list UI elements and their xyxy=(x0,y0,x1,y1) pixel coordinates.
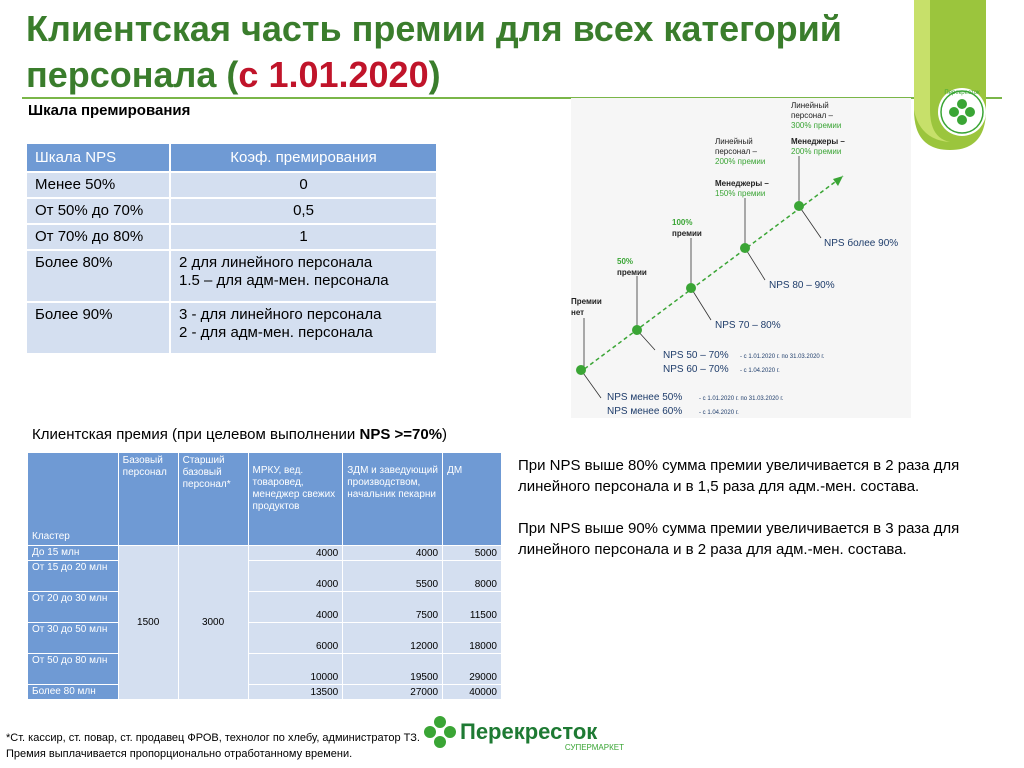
coefficient: 3 - для линейного персонала 2 - для адм-мен. персонала xyxy=(170,302,437,354)
header-zdm: ЗДМ и заведующий производством, начальник пекарни xyxy=(343,453,443,546)
header-senior-staff: Старший базовый персонал* xyxy=(178,453,248,546)
mrku-value: 13500 xyxy=(248,685,343,700)
header-coefficient: Коэф. премирования xyxy=(170,143,437,172)
dm-value: 29000 xyxy=(443,654,502,685)
footnote-line: Премия выплачивается пропорционально отработанному времени. xyxy=(6,748,353,760)
senior-staff-value: 3000 xyxy=(178,546,248,700)
bonus-label-100 xyxy=(672,218,702,238)
svg-text:Линейный: Линейный xyxy=(791,101,829,110)
table-header-row xyxy=(28,453,502,546)
slide-title-line2: персонала (с 1.01.2020) xyxy=(26,54,441,95)
svg-text:NPS 50 – 70%: NPS 50 – 70% xyxy=(663,350,729,361)
svg-text:150% премии: 150% премии xyxy=(715,189,766,198)
nps-range: От 70% до 80% xyxy=(26,224,170,250)
table-row xyxy=(28,561,502,592)
svg-text:300% премии: 300% премии xyxy=(791,121,842,130)
mrku-value: 4000 xyxy=(248,546,343,561)
bonus-notes xyxy=(518,455,1008,581)
header-mrku: МРКУ, вед. товаровед, менеджер свежих продуктов xyxy=(248,453,343,546)
svg-text:NPS 60 – 70%: NPS 60 – 70% xyxy=(663,364,729,375)
header-dm: ДМ xyxy=(443,453,502,546)
ribbon-text: Перекресток xyxy=(944,90,980,96)
svg-text:200% премии: 200% премии xyxy=(715,157,766,166)
ribbon-badge xyxy=(900,0,1000,150)
perekrestok-logo xyxy=(424,714,634,754)
mrku-value: 4000 xyxy=(248,561,343,592)
svg-text:- с 1.04.2020 г.: - с 1.04.2020 г. xyxy=(740,368,780,374)
zdm-value: 7500 xyxy=(343,592,443,623)
svg-text:- с 1.04.2020 г.: - с 1.04.2020 г. xyxy=(699,410,739,416)
nps-label-80: NPS 80 – 90% xyxy=(769,280,835,291)
client-bonus-table xyxy=(27,452,502,700)
coefficient: 0 xyxy=(170,172,437,198)
table-row xyxy=(26,172,437,198)
mrku-value: 6000 xyxy=(248,623,343,654)
svg-text:50%: 50% xyxy=(617,257,634,266)
step-marker xyxy=(740,243,750,253)
svg-text:персонал –: персонал – xyxy=(715,147,757,156)
bonus-label-200 xyxy=(791,101,845,156)
svg-text:200% премии: 200% премии xyxy=(791,147,842,156)
table-row xyxy=(26,224,437,250)
table-row xyxy=(26,198,437,224)
svg-text:Премии: Премии xyxy=(571,297,602,306)
svg-text:премии: премии xyxy=(617,268,647,277)
svg-text:Менеджеры –: Менеджеры – xyxy=(791,137,845,146)
nps-scale-table xyxy=(25,142,438,355)
coefficient: 2 для линейного персонала 1.5 – для адм-мен. персонала xyxy=(170,250,437,302)
table-row xyxy=(28,654,502,685)
svg-text:NPS менее 60%: NPS менее 60% xyxy=(607,406,683,417)
svg-text:нет: нет xyxy=(571,308,585,317)
mrku-value: 10000 xyxy=(248,654,343,685)
client-bonus-title: Клиентская премия (при целевом выполнении NPS >=70%) xyxy=(32,426,448,443)
nps-range: Более 90% xyxy=(26,302,170,354)
coefficient: 0,5 xyxy=(170,198,437,224)
svg-text:NPS менее 50%: NPS менее 50% xyxy=(607,392,683,403)
zdm-value: 12000 xyxy=(343,623,443,654)
cluster-label: Более 80 млн xyxy=(28,685,119,700)
zdm-value: 5500 xyxy=(343,561,443,592)
cluster-label: До 15 млн xyxy=(28,546,119,561)
table-row xyxy=(28,546,502,561)
mrku-value: 4000 xyxy=(248,592,343,623)
header-cluster: Кластер xyxy=(28,453,119,546)
nps-label-90: NPS более 90% xyxy=(824,238,899,249)
svg-text:Линейный: Линейный xyxy=(715,137,753,146)
svg-text:100%: 100% xyxy=(672,218,693,227)
nps-range: От 50% до 70% xyxy=(26,198,170,224)
dm-value: 8000 xyxy=(443,561,502,592)
header-nps-scale: Шкала NPS xyxy=(26,143,170,172)
clover-logo-icon xyxy=(424,716,456,748)
bonus-label-150 xyxy=(715,137,769,198)
arrow-head-icon xyxy=(833,176,843,186)
svg-text:премии: премии xyxy=(672,229,702,238)
table-row xyxy=(28,685,502,700)
table-row xyxy=(28,592,502,623)
slide-title xyxy=(26,6,886,98)
dm-value: 5000 xyxy=(443,546,502,561)
header-base-staff: Базовый персонал xyxy=(118,453,178,546)
svg-text:Менеджеры –: Менеджеры – xyxy=(715,179,769,188)
note-paragraph: При NPS выше 80% сумма премии увеличивается в 2 раза для линейного персонала и в 1,5 раза для адм.-мен. состава. xyxy=(518,457,960,495)
base-staff-value: 1500 xyxy=(118,546,178,700)
coefficient: 1 xyxy=(170,224,437,250)
cluster-label: От 20 до 30 млн xyxy=(28,592,119,623)
nps-label-lt xyxy=(607,392,784,417)
table-row xyxy=(26,250,437,302)
zdm-value: 27000 xyxy=(343,685,443,700)
zdm-value: 4000 xyxy=(343,546,443,561)
svg-text:- с 1.01.2020 г. по 31.03.2020: - с 1.01.2020 г. по 31.03.2020 г. xyxy=(740,354,825,360)
svg-text:персонал –: персонал – xyxy=(791,111,833,120)
start-date: с 1.01.2020 xyxy=(238,54,429,95)
scale-section-title: Шкала премирования xyxy=(28,102,191,119)
note-paragraph: При NPS выше 90% сумма премии увеличивается в 3 раза для линейного персонала и в 2 раза для адм.-мен. состава. xyxy=(518,520,960,558)
table-row xyxy=(28,623,502,654)
step-marker xyxy=(632,325,642,335)
bonus-label-none xyxy=(571,297,602,317)
nps-label-70: NPS 70 – 80% xyxy=(715,320,781,331)
slide-title-line1: Клиентская часть премии для всех категорий xyxy=(26,8,842,49)
table-row xyxy=(26,302,437,354)
dm-value: 40000 xyxy=(443,685,502,700)
logo-name: Перекресток xyxy=(460,719,598,744)
nps-label-mid xyxy=(663,350,825,375)
table-header-row xyxy=(26,143,437,172)
cluster-label: От 30 до 50 млн xyxy=(28,623,119,654)
footnotes xyxy=(6,730,420,762)
cluster-label: От 50 до 80 млн xyxy=(28,654,119,685)
cluster-label: От 15 до 20 млн xyxy=(28,561,119,592)
dm-value: 11500 xyxy=(443,592,502,623)
footnote-line: *Ст. кассир, ст. повар, ст. продавец ФРОВ, технолог по хлебу, администратор ТЗ. xyxy=(6,732,420,744)
nps-range: Более 80% xyxy=(26,250,170,302)
dm-value: 18000 xyxy=(443,623,502,654)
zdm-value: 19500 xyxy=(343,654,443,685)
nps-range: Менее 50% xyxy=(26,172,170,198)
bonus-label-50 xyxy=(617,257,647,277)
step-marker xyxy=(576,365,586,375)
step-marker xyxy=(686,283,696,293)
step-marker xyxy=(794,201,804,211)
nps-bonus-diagram xyxy=(571,98,911,418)
logo-subtitle: СУПЕРМАРКЕТ xyxy=(564,743,624,752)
svg-text:- с 1.01.2020 г. по 31.03.2020: - с 1.01.2020 г. по 31.03.2020 г. xyxy=(699,396,784,402)
